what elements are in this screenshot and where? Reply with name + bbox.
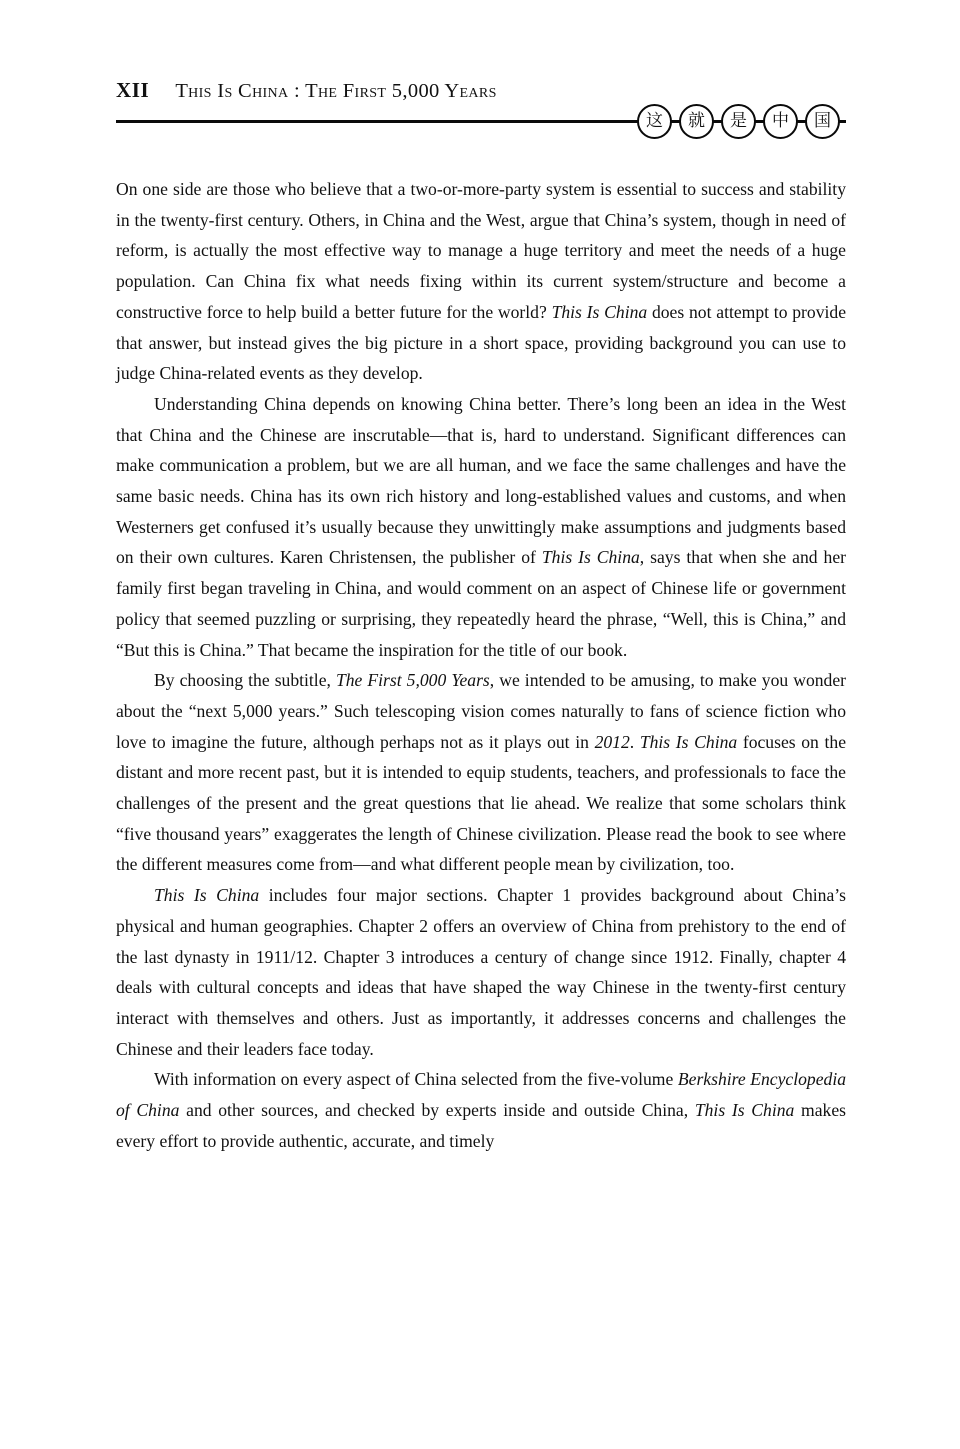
p2-title-this-is-china: This Is China: [541, 547, 640, 568]
paragraph-2: [116, 389, 846, 665]
p3-title-2012: 2012: [594, 731, 630, 752]
p3-run-b: , we intended to be amusing, to make you wonder about the “next 5,000 years.” Such telescoping vision comes naturally to fans of science fiction who love to imagine the future, although perhaps not as it plays out in: [116, 670, 846, 752]
p3-title-the-first-5000-years: The First 5,000 Years: [335, 670, 490, 691]
running-head-title: This Is China : The First 5,000 Years: [175, 80, 497, 102]
p5-run-c: makes every effort to provide authentic, accurate, and timely: [116, 1100, 846, 1151]
medallion-group: [637, 100, 840, 142]
p1-title-this-is-china: This Is China: [551, 301, 648, 322]
medallion-char-3: 是: [730, 110, 747, 131]
medallion-char-4: 中: [772, 110, 789, 131]
p5-run-a: With information on every aspect of China selected from the five-volume: [154, 1069, 678, 1090]
medallion-char-5: 国: [814, 110, 831, 131]
p4-run-a: includes four major sections. Chapter 1 provides background about China’s physical and human geographies. Chapter 2 offers an overview of China from prehistory to the end of the last dynasty in 1911/12. Chapter 3 introduces a century of change since 1912. Finally, chapter 4 deals with cultural concepts and ideas that have shaped the way Chinese in the twenty-first century interact with themselves and others. Just as importantly, it addresses concerns and challenges the Chinese and their leaders face today.: [116, 885, 846, 1059]
paragraph-5: [116, 1064, 846, 1156]
medallion-circle-icon-5: [805, 104, 840, 139]
medallion-char-2: 就: [688, 110, 705, 131]
medallion-char-1: 这: [646, 110, 663, 131]
running-head-text: [116, 80, 497, 102]
medallion-circle-icon-4: [763, 104, 798, 139]
paragraph-3: [116, 665, 846, 880]
page-folio: XII: [116, 78, 150, 102]
p3-run-d: focuses on the distant and more recent past, but it is intended to equip students, teachers, and professionals to face the challenges of the present and the great questions that lie ahead. We realize that some scholars think “five thousand years” exaggerates the length of Chinese civilization. Please read the book to see where the different measures come from—and what different people mean by civilization, too.: [116, 731, 847, 875]
body-text-column: [116, 174, 846, 1157]
p1-run-b: does not attempt to provide that answer, but instead gives the big picture in a short space, providing background you can use to judge China-related events as they develop.: [116, 301, 847, 384]
p4-title-this-is-china: This Is China: [154, 885, 260, 906]
p2-run-a: Understanding China depends on knowing China better. There’s long been an idea in the West that China and the Chinese are inscrutable—that is, hard to understand. Significant differences can make communication a problem, but we are all human, and we face the same challenges and have the same basic needs. China has its own rich history and long-established values and customs, and when Westerners get confused it’s usually because they unwittingly make assumptions and judgments based on their own cultures. Karen Christensen, the publisher of: [116, 393, 846, 568]
p3-run-a: By choosing the subtitle,: [154, 670, 336, 691]
p2-run-b: , says that when she and her family first began traveling in China, and would comment on an aspect of Chinese life or government policy that seemed puzzling or surprising, they repeatedly heard the phrase, “Well, this is China,” and “But this is China.” That became the inspiration for the title of our book.: [116, 547, 846, 660]
p5-run-b: and other sources, and checked by experts inside and outside China,: [179, 1100, 695, 1121]
p3-title-this-is-china: This Is China: [639, 731, 738, 752]
paragraph-1: [116, 174, 846, 389]
paragraph-4: [116, 880, 846, 1064]
p5-title-berkshire-encyclopedia: Berkshire Encyclopedia of China: [116, 1069, 847, 1121]
medallion-circle-icon-1: [637, 104, 672, 139]
p3-run-c: .: [629, 731, 640, 752]
medallion-circle-icon-2: [679, 104, 714, 139]
p5-title-this-is-china: This Is China: [694, 1100, 795, 1121]
medallion-circle-icon-3: [721, 104, 756, 139]
p1-run-a: On one side are those who believe that a two-or-more-party system is essential to success and stability in the twenty-first century. Others, in China and the West, argue that China’s system, though in need of reform, is actually the most effective way to manage a huge territory and meet the needs of a huge population. Can China fix what needs fixing within its current system/structure and become a constructive force to help build a better future for the world?: [116, 179, 846, 322]
header-rule-ornament: [116, 100, 846, 142]
